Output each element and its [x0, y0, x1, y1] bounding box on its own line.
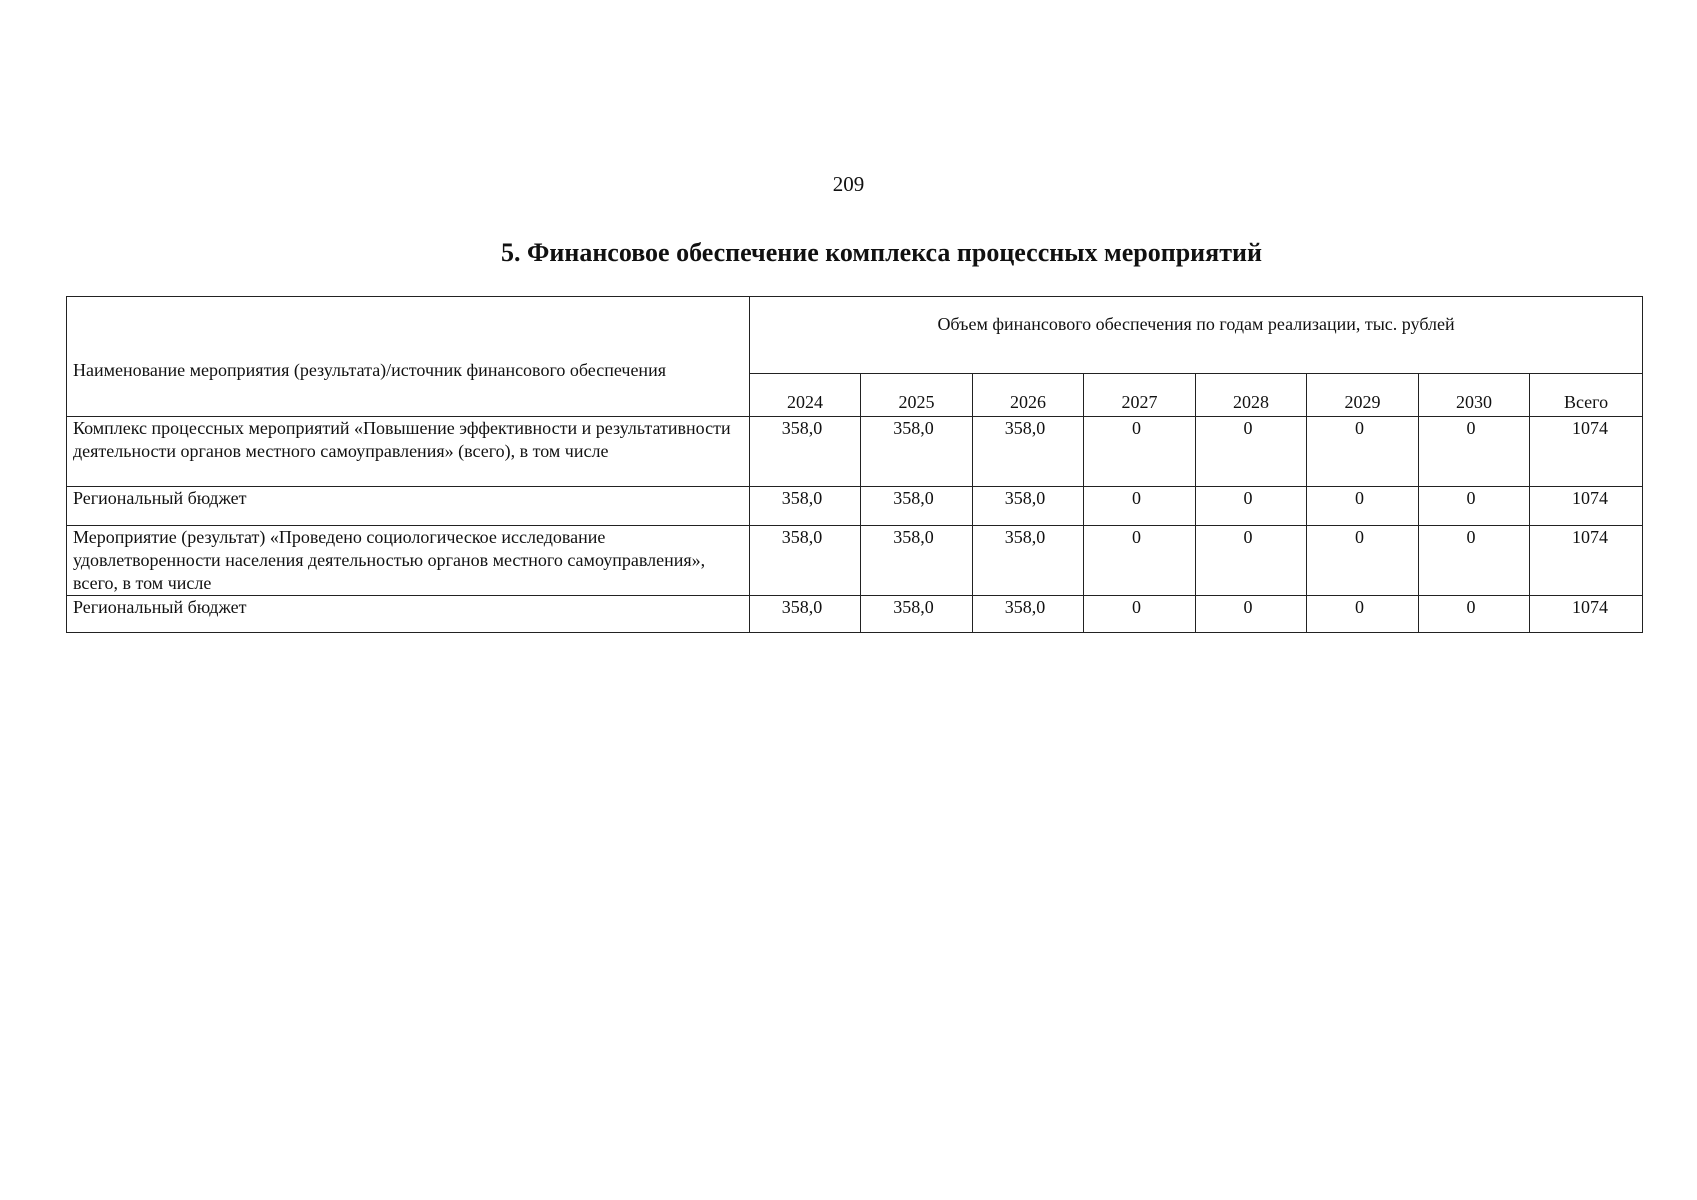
value-cell: 0 [1419, 526, 1530, 596]
value-cell: 0 [1307, 417, 1419, 487]
value-cell: 358,0 [750, 526, 861, 596]
financing-table [66, 296, 1643, 633]
value-cell: 358,0 [861, 526, 973, 596]
total-header: Всего [1530, 374, 1643, 417]
total-cell: 1074 [1530, 526, 1643, 596]
value-cell: 358,0 [973, 596, 1084, 633]
total-cell: 1074 [1530, 417, 1643, 487]
year-header-2029: 2029 [1307, 374, 1419, 417]
value-cell: 0 [1307, 487, 1419, 526]
value-cell: 358,0 [973, 417, 1084, 487]
row-name: Региональный бюджет [67, 596, 750, 633]
value-cell: 0 [1196, 417, 1307, 487]
year-header-2025: 2025 [861, 374, 973, 417]
value-cell: 0 [1196, 596, 1307, 633]
name-column-header: Наименование мероприятия (результата)/источник финансового обеспечения [67, 297, 750, 417]
value-cell: 0 [1196, 487, 1307, 526]
page-number: 209 [832, 172, 865, 196]
financing-volume-header: Объем финансового обеспечения по годам реализации, тыс. рублей [750, 297, 1643, 374]
value-cell: 0 [1307, 526, 1419, 596]
value-cell: 358,0 [861, 487, 973, 526]
value-cell: 358,0 [861, 417, 973, 487]
year-header-2027: 2027 [1084, 374, 1196, 417]
section-title: 5. Финансовое обеспечение комплекса процессных мероприятий [501, 238, 1262, 267]
table-row [67, 417, 1643, 487]
value-cell: 0 [1307, 596, 1419, 633]
table-row [67, 596, 1643, 633]
year-header-2026: 2026 [973, 374, 1084, 417]
total-cell: 1074 [1530, 596, 1643, 633]
value-cell: 358,0 [973, 487, 1084, 526]
row-name: Мероприятие (результат) «Проведено социологическое исследование удовлетворенности населения деятельностью органов местного самоуправления», всего, в том числе [67, 526, 750, 596]
value-cell: 0 [1084, 526, 1196, 596]
total-cell: 1074 [1530, 487, 1643, 526]
table-row [67, 487, 1643, 526]
value-cell: 358,0 [861, 596, 973, 633]
value-cell: 0 [1196, 526, 1307, 596]
value-cell: 0 [1419, 596, 1530, 633]
value-cell: 358,0 [750, 487, 861, 526]
value-cell: 0 [1084, 596, 1196, 633]
value-cell: 358,0 [750, 596, 861, 633]
value-cell: 0 [1419, 487, 1530, 526]
value-cell: 358,0 [750, 417, 861, 487]
value-cell: 0 [1084, 417, 1196, 487]
year-header-2024: 2024 [750, 374, 861, 417]
header-row-1 [67, 297, 1643, 374]
row-name: Региональный бюджет [67, 487, 750, 526]
value-cell: 358,0 [973, 526, 1084, 596]
value-cell: 0 [1419, 417, 1530, 487]
table-row [67, 526, 1643, 596]
row-name: Комплекс процессных мероприятий «Повышение эффективности и результативности деятельности органов местного самоуправления» (всего), в том числе [67, 417, 750, 487]
year-header-2028: 2028 [1196, 374, 1307, 417]
value-cell: 0 [1084, 487, 1196, 526]
year-header-2030: 2030 [1419, 374, 1530, 417]
